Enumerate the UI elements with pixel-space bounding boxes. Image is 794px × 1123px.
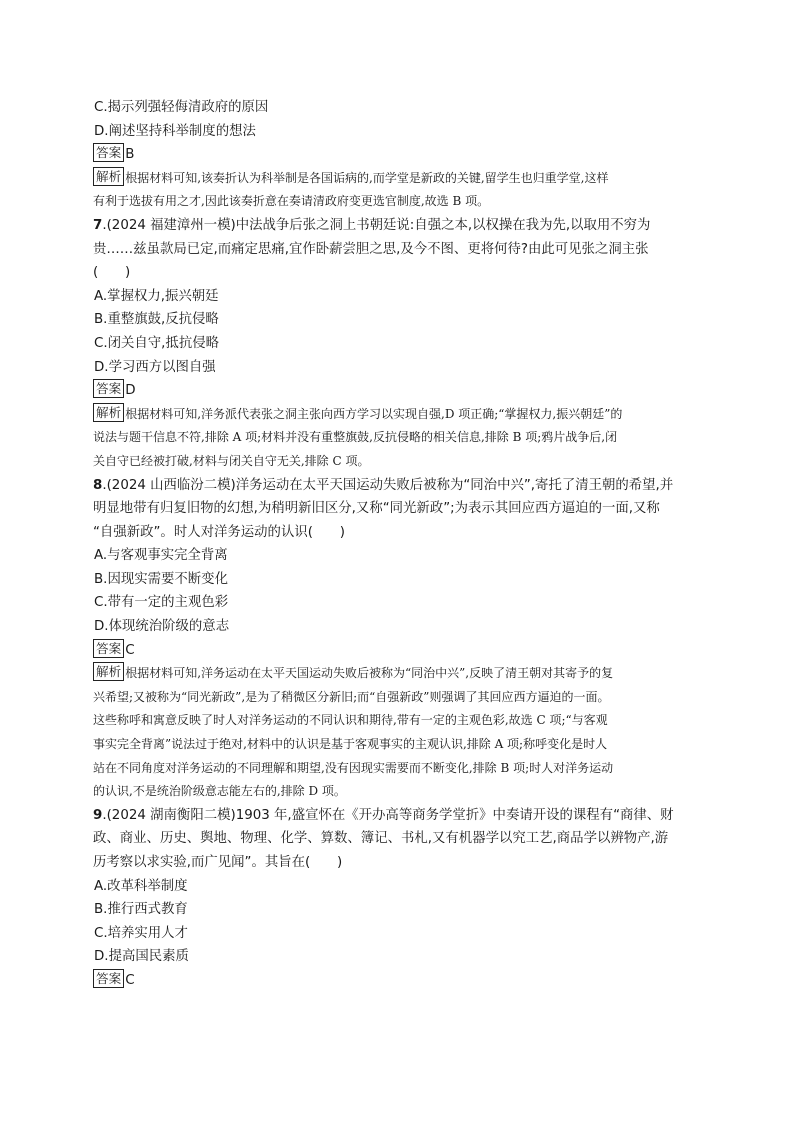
q9-option-a: A.改革科举制度 [94, 878, 188, 894]
q6-option-c: C.揭示列强轻侮清政府的原因 [94, 100, 269, 115]
q8-number: 8 [93, 477, 103, 493]
answer-tag: 答案 [93, 969, 124, 988]
q7-answer-blank: ( ) [93, 265, 131, 281]
analysis-tag: 解析 [93, 403, 124, 422]
q8-option-b: B.因现实需要不断变化 [94, 571, 228, 587]
q7-analysis-line-1: 根据材料可知,洋务派代表张之洞主张向西方学习以实现自强,D 项正确;“掌握权力,振兴朝廷”的 [125, 406, 623, 421]
q9-answer [93, 969, 705, 993]
q7-analysis [93, 403, 705, 474]
q8-analysis-line-2: 兴希望;又被称为“同光新政”,是为了稍微区分新旧;而“自强新政”则强调了其回应西方逼迫的一面。 [93, 689, 610, 704]
q7-option-c: C.闭关自守,抵抗侵略 [94, 335, 219, 351]
q6-analysis-line-1: 根据材料可知,该奏折认为科举制是各国诟病的,而学堂是新政的关键,留学生也归重学堂,这样 [125, 170, 609, 185]
q9-option-c: C.培养实用人才 [94, 925, 188, 941]
q9-stem-line-1: .(2024 湖南衡阳二模)1903 年,盛宣怀在《开办高等商务学堂折》中奏请开设的课程有“商律、财 [102, 807, 674, 823]
question-7 [93, 214, 705, 474]
question-8 [93, 474, 705, 804]
q7-stem-line-2: 贵……兹虽款局已定,而痛定思痛,宜作卧薪尝胆之思,及今不图、更将何待?由此可见张之洞主张 [93, 241, 649, 257]
q8-stem-line-1: .(2024 山西临汾二模)洋务运动在太平天国运动失败后被称为“同治中兴”,寄托了清王朝的希望,并 [102, 477, 674, 493]
q7-analysis-line-2: 说法与题干信息不符,排除 A 项;材料并没有重整旗鼓,反抗侵略的相关信息,排除 B 项;鸦片战争后,闭 [93, 430, 618, 445]
q8-option-a: A.与客观事实完全背离 [94, 548, 228, 564]
q9-stem-line-3: 历考察以求实验,而广见闻”。其旨在( ) [93, 855, 343, 870]
q8-answer-value: C [125, 642, 135, 658]
q6-answer [93, 143, 705, 167]
q8-analysis-line-5: 站在不同角度对洋务运动的不同理解和期望,没有因现实需要而不断变化,排除 B 项;时人对洋务运动 [93, 760, 614, 775]
q8-stem-line-2: 明显地带有归复旧物的幻想,为稍明新旧区分,又称“同光新政”;为表示其回应西方逼迫的一面,又称 [93, 501, 660, 517]
question-9 [93, 804, 705, 993]
q7-option-b: B.重整旗鼓,反抗侵略 [94, 312, 219, 328]
q6-answer-value: B [125, 147, 135, 163]
q7-answer [93, 379, 705, 403]
q8-answer [93, 639, 705, 663]
q8-analysis [93, 662, 705, 804]
q9-stem-line-2: 政、商业、历史、舆地、物理、化学、算数、簿记、书札,又有机器学以究工艺,商品学以辨物产,游 [93, 831, 669, 847]
q7-number: 7 [93, 217, 103, 233]
answer-tag: 答案 [93, 143, 124, 162]
q9-option-d: D.提高国民素质 [94, 949, 189, 965]
q8-option-c: C.带有一定的主观色彩 [94, 595, 229, 611]
q8-analysis-line-6: 的认识,不是统治阶级意志能左右的,排除 D 项。 [93, 784, 346, 799]
q8-analysis-line-4: 事实完全背离”说法过于绝对,材料中的认识是基于客观事实的主观认识,排除 A 项;称呼变化是时人 [93, 737, 608, 752]
q7-analysis-line-3: 关自守已经被打破,材料与闭关自守无关,排除 C 项。 [93, 453, 370, 468]
q9-answer-value: C [125, 972, 135, 988]
q6-analysis [93, 167, 705, 214]
q7-stem-line-1: .(2024 福建漳州一模)中法战争后张之洞上书朝廷说:自强之本,以权操在我为先,以取用不穷为 [102, 217, 651, 233]
analysis-tag: 解析 [93, 662, 124, 681]
q8-analysis-line-3: 这些称呼和寓意反映了时人对洋务运动的不同认识和期待,带有一定的主观色彩,故选 C 项;“与客观 [93, 713, 608, 728]
q8-option-d: D.体现统治阶级的意志 [94, 619, 230, 635]
q9-option-b: B.推行西式教育 [94, 902, 188, 918]
q7-option-d: D.学习西方以图自强 [94, 359, 216, 375]
q7-option-a: A.掌握权力,振兴朝廷 [94, 288, 219, 304]
answer-tag: 答案 [93, 639, 124, 658]
q6-analysis-line-2: 有利于选拔有用之才,因此该奏折意在奏请清政府变更选官制度,故选 B 项。 [93, 194, 490, 209]
answer-tag: 答案 [93, 379, 124, 398]
document-page [93, 96, 705, 993]
q6-option-d: D.阐述坚持科举制度的想法 [94, 123, 256, 139]
q8-stem-line-3: “自强新政”。时人对洋务运动的认识( ) [93, 524, 345, 540]
q9-number: 9 [93, 807, 103, 823]
q8-analysis-line-1: 根据材料可知,洋务运动在太平天国运动失败后被称为“同治中兴”,反映了清王朝对其寄予的复 [125, 666, 614, 681]
q7-answer-value: D [125, 383, 136, 399]
analysis-tag: 解析 [93, 167, 124, 186]
